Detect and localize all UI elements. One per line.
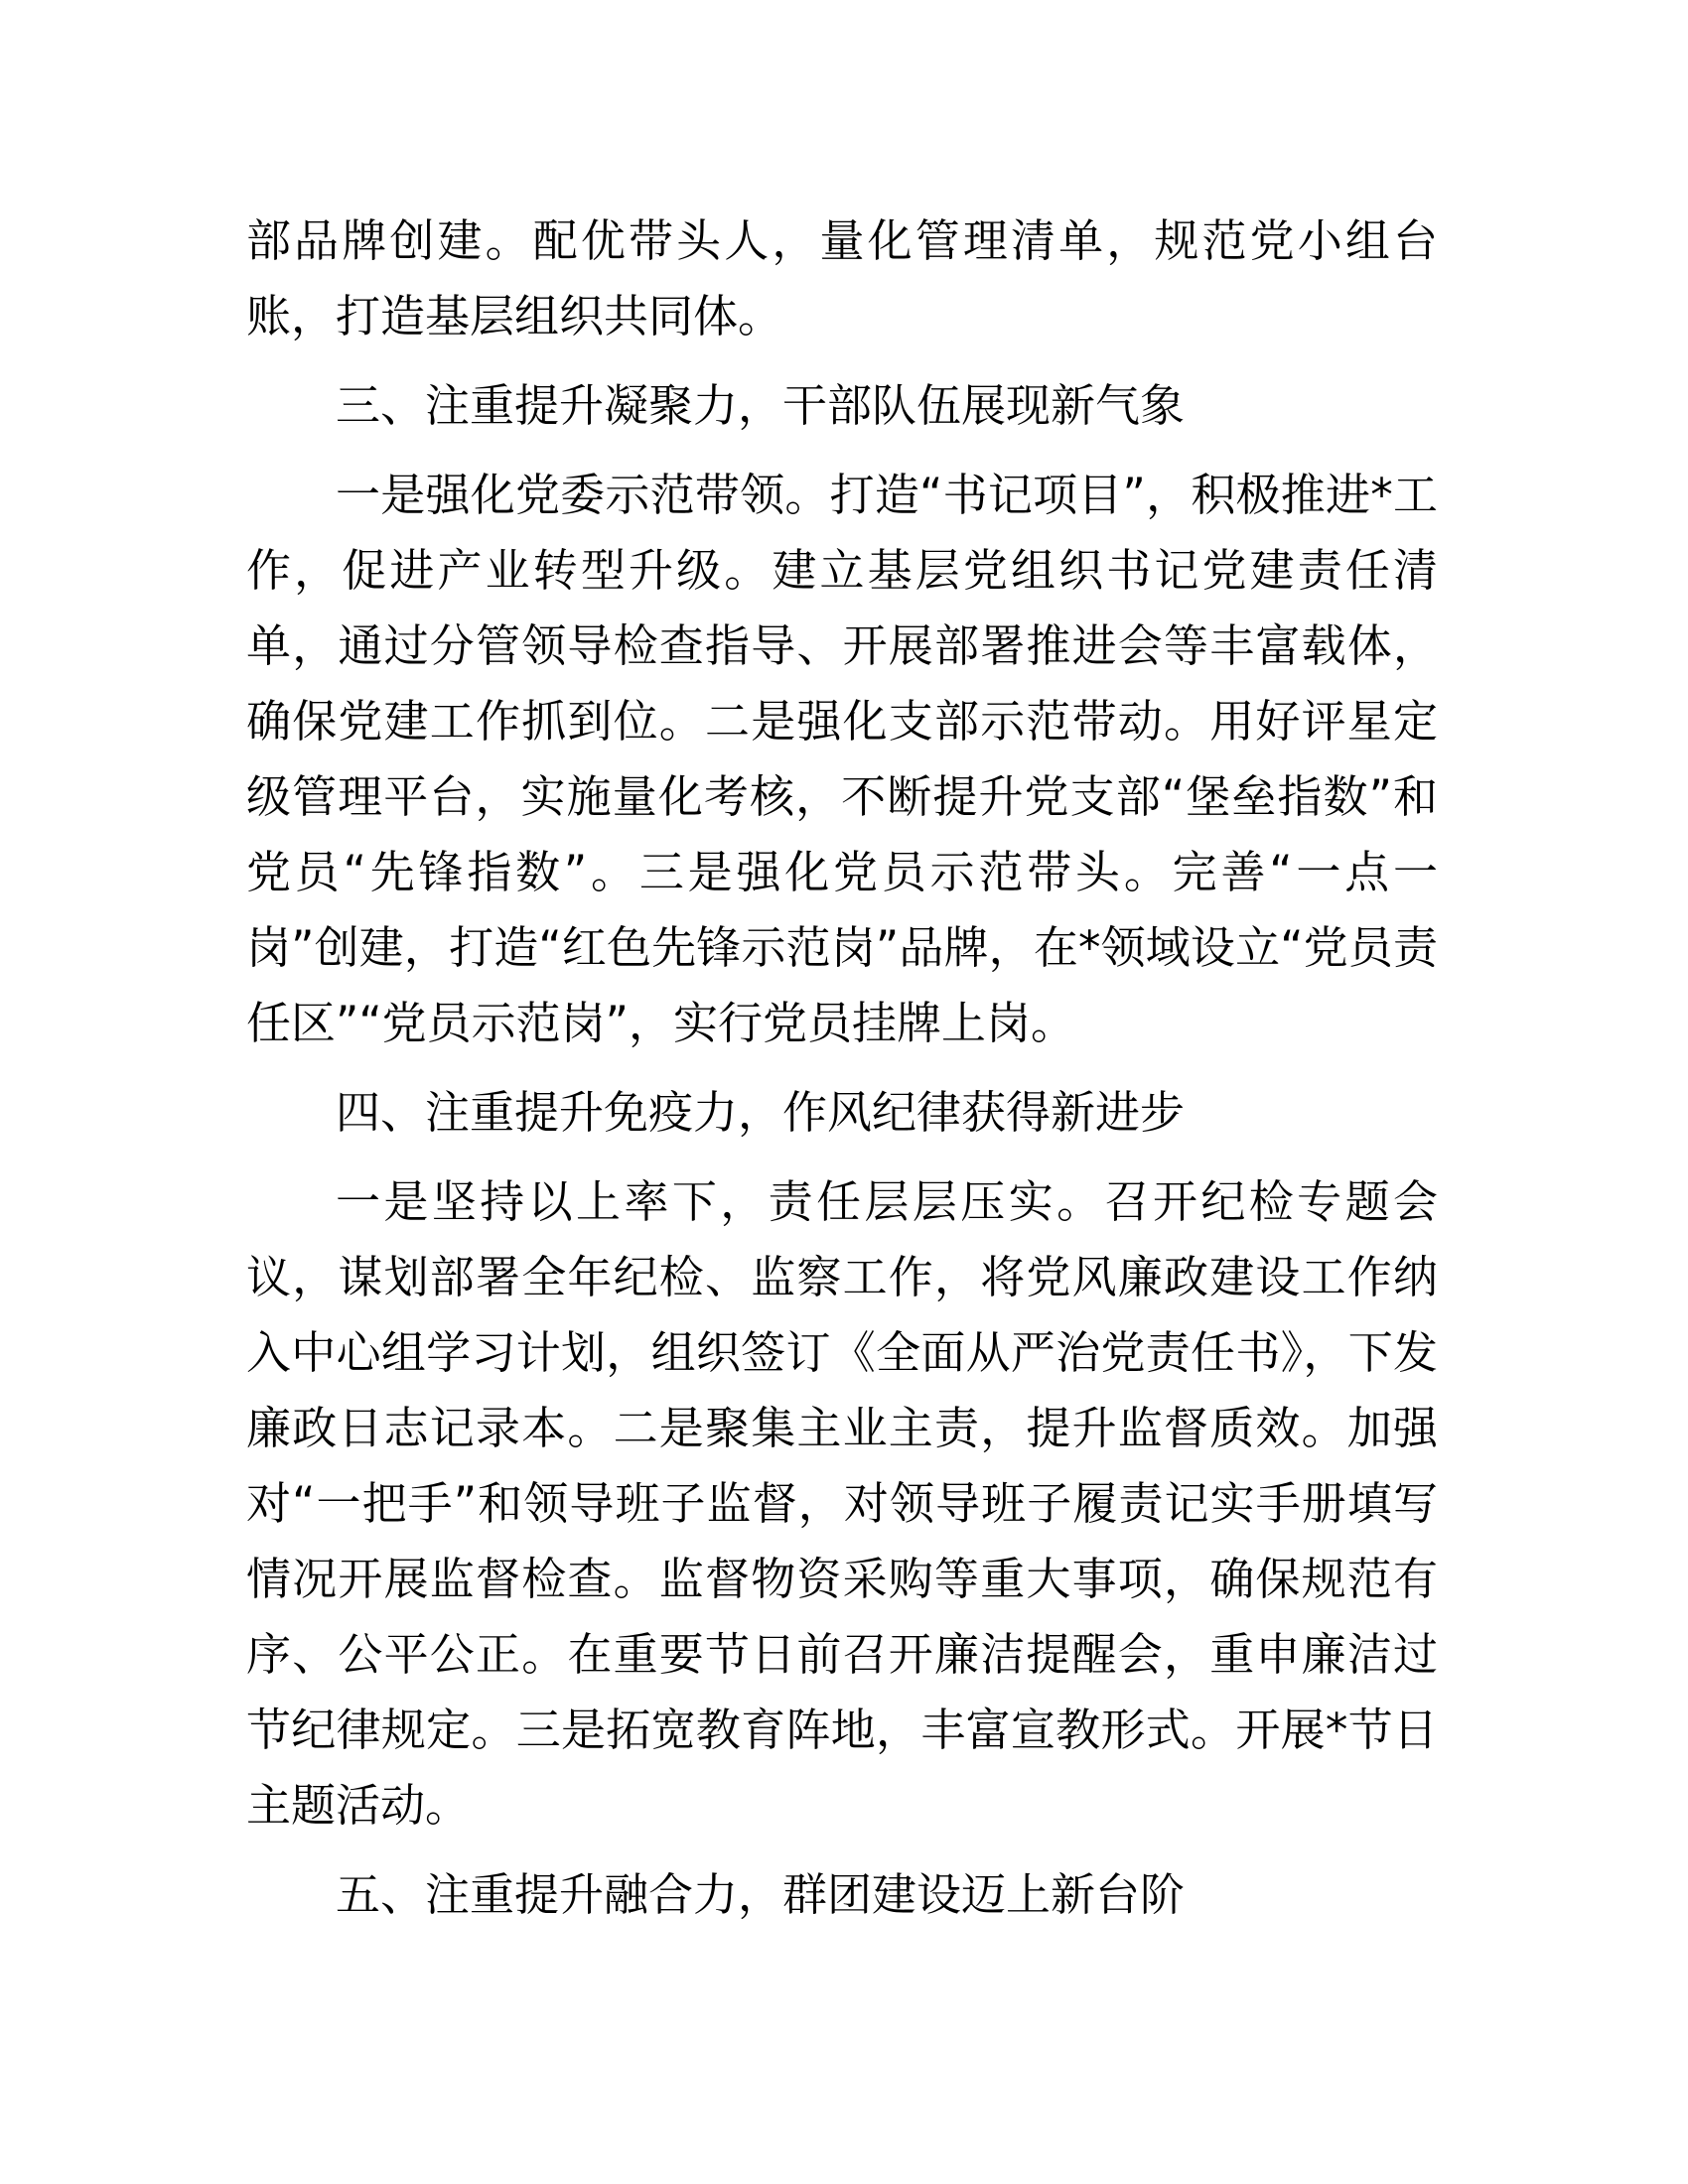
section-heading-5: 五、注重提升融合力，群团建设迈上新台阶: [336, 1868, 1186, 1921]
paragraph-section-4: 一是坚持以上率下，责任层层压实。召开纪检专题会议，谋划部署全年纪检、监察工作，将党风廉政建设工作纳入中心组学习计划，组织签订《全面从严治党责任书》，下发廉政日志记录本。二是聚集主业主责，提升监督质效。加强对“一把手”和领导班子监督，对领导班子履责记实手册填写情况开展监督检查。监督物资采购等重大事项，确保规范有序、公平公正。在重要节日前召开廉洁提醒会，重申廉洁过节纪律规定。三是拓宽教育阵地，丰富宣教形式。开展*节日主题活动。: [246, 1175, 1438, 1832]
section-heading-4: 四、注重提升免疫力，作风纪律获得新进步: [336, 1086, 1186, 1139]
paragraph-section-3: 一是强化党委示范带领。打造“书记项目”，积极推进*工作，促进产业转型升级。建立基层党组织书记党建责任清单，通过分管领导检查指导、开展部署推进会等丰富载体，确保党建工作抓到位。二是强化支部示范带动。用好评星定级管理平台，实施量化考核，不断提升党支部“堡垒指数”和党员“先锋指数”。三是强化党员示范带头。完善“一点一岗”创建，打造“红色先锋示范岗”品牌，在*领域设立“党员责任区”“党员示范岗”，实行党员挂牌上岗。: [246, 469, 1438, 1049]
document-body: [246, 204, 1438, 1947]
paragraph-continued: 部品牌创建。配优带头人，量化管理清单，规范党小组台账，打造基层组织共同体。: [246, 214, 1438, 342]
section-heading-3: 三、注重提升凝聚力，干部队伍展现新气象: [336, 379, 1186, 432]
